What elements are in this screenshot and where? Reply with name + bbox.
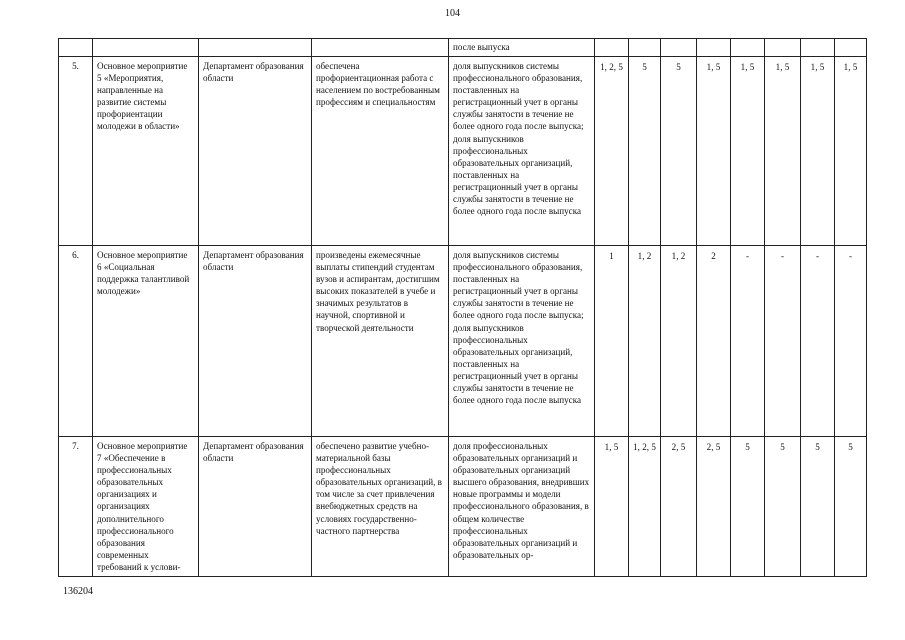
footer-code: 136204 [63,586,93,597]
value-cell: 2, 5 [661,437,697,577]
value-cell: 1, 5 [595,437,629,577]
row-index: 7. [59,437,93,577]
value-cell: 1, 2, 5 [629,437,661,577]
value-cell: 1, 2 [629,246,661,437]
value-cell: 5 [629,57,661,246]
executor-cell: Департамент образования области [199,437,312,577]
indicator-cell: доля профессиональных образовательных организаций и образовательных организаций высшего образования, внедривших новые программы и модели профессионального образования, в общем количестве профессиональных образовательных организаций и образовательных ор- [449,437,595,577]
value-cell: 2 [697,246,731,437]
table-row [59,246,867,437]
result-cell: произведены ежемесячные выплаты стипендий студентам вузов и аспирантам, достигшим высоких показателей в учебе и значимых результатов в научной, спортивной и творческой деятельности [312,246,449,437]
table-row [59,57,867,246]
table-row [59,39,867,57]
value-cell: 5 [661,57,697,246]
measure-cell: Основное мероприятие 5 «Мероприятия, направленные на развитие системы профориентации молодежи в области» [93,57,199,246]
result-cell: обеспечено развитие учебно-материальной базы профессиональных образовательных организаций, в том числе за счет привлечения внебюджетных средств на условиях государственно-частного партнерства [312,437,449,577]
value-cell: 5 [765,437,801,577]
value-cell: 5 [801,437,835,577]
value-cell: 1, 5 [731,57,765,246]
value-cell: - [765,246,801,437]
executor-cell: Департамент образования области [199,246,312,437]
row-index: 6. [59,246,93,437]
measure-cell: Основное мероприятие 7 «Обеспечение в профессиональных образовательных организациях и организациях дополнительного профессионального образования современных требований к услови- [93,437,199,577]
value-cell: 1, 5 [765,57,801,246]
row-index: 5. [59,57,93,246]
table-row [59,437,867,577]
measures-table [58,38,867,577]
value-cell: - [801,246,835,437]
indicator-cell: доля выпускников системы профессионального образования, поставленных на регистрационный учет в органы службы занятости в течение не более одного года после выпуска; доля выпускников профессиональных образовательных организаций, поставленных на регистрационный учет в органы службы занятости в течение не более одного года после выпуска [449,246,595,437]
value-cell: 1, 2 [661,246,697,437]
value-cell: 1, 5 [801,57,835,246]
page-number: 104 [445,8,460,19]
result-cell: обеспечена профориентационная работа с населением по востребованным профессиям и специальностям [312,57,449,246]
value-cell: 2, 5 [697,437,731,577]
value-cell: 5 [731,437,765,577]
indicator-cell: после выпуска [449,39,595,57]
value-cell: 1, 2, 5 [595,57,629,246]
value-cell: 1 [595,246,629,437]
value-cell: 5 [835,437,867,577]
executor-cell: Департамент образования области [199,57,312,246]
indicator-cell: доля выпускников системы профессионального образования, поставленных на регистрационный учет в органы службы занятости в течение не более одного года после выпуска; доля выпускников профессиональных образовательных организаций, поставленных на регистрационный учет в органы службы занятости в течение не более одного года после выпуска [449,57,595,246]
value-cell: 1, 5 [697,57,731,246]
measure-cell: Основное мероприятие 6 «Социальная поддержка талантливой молодежи» [93,246,199,437]
value-cell: 1, 5 [835,57,867,246]
value-cell: - [731,246,765,437]
value-cell: - [835,246,867,437]
